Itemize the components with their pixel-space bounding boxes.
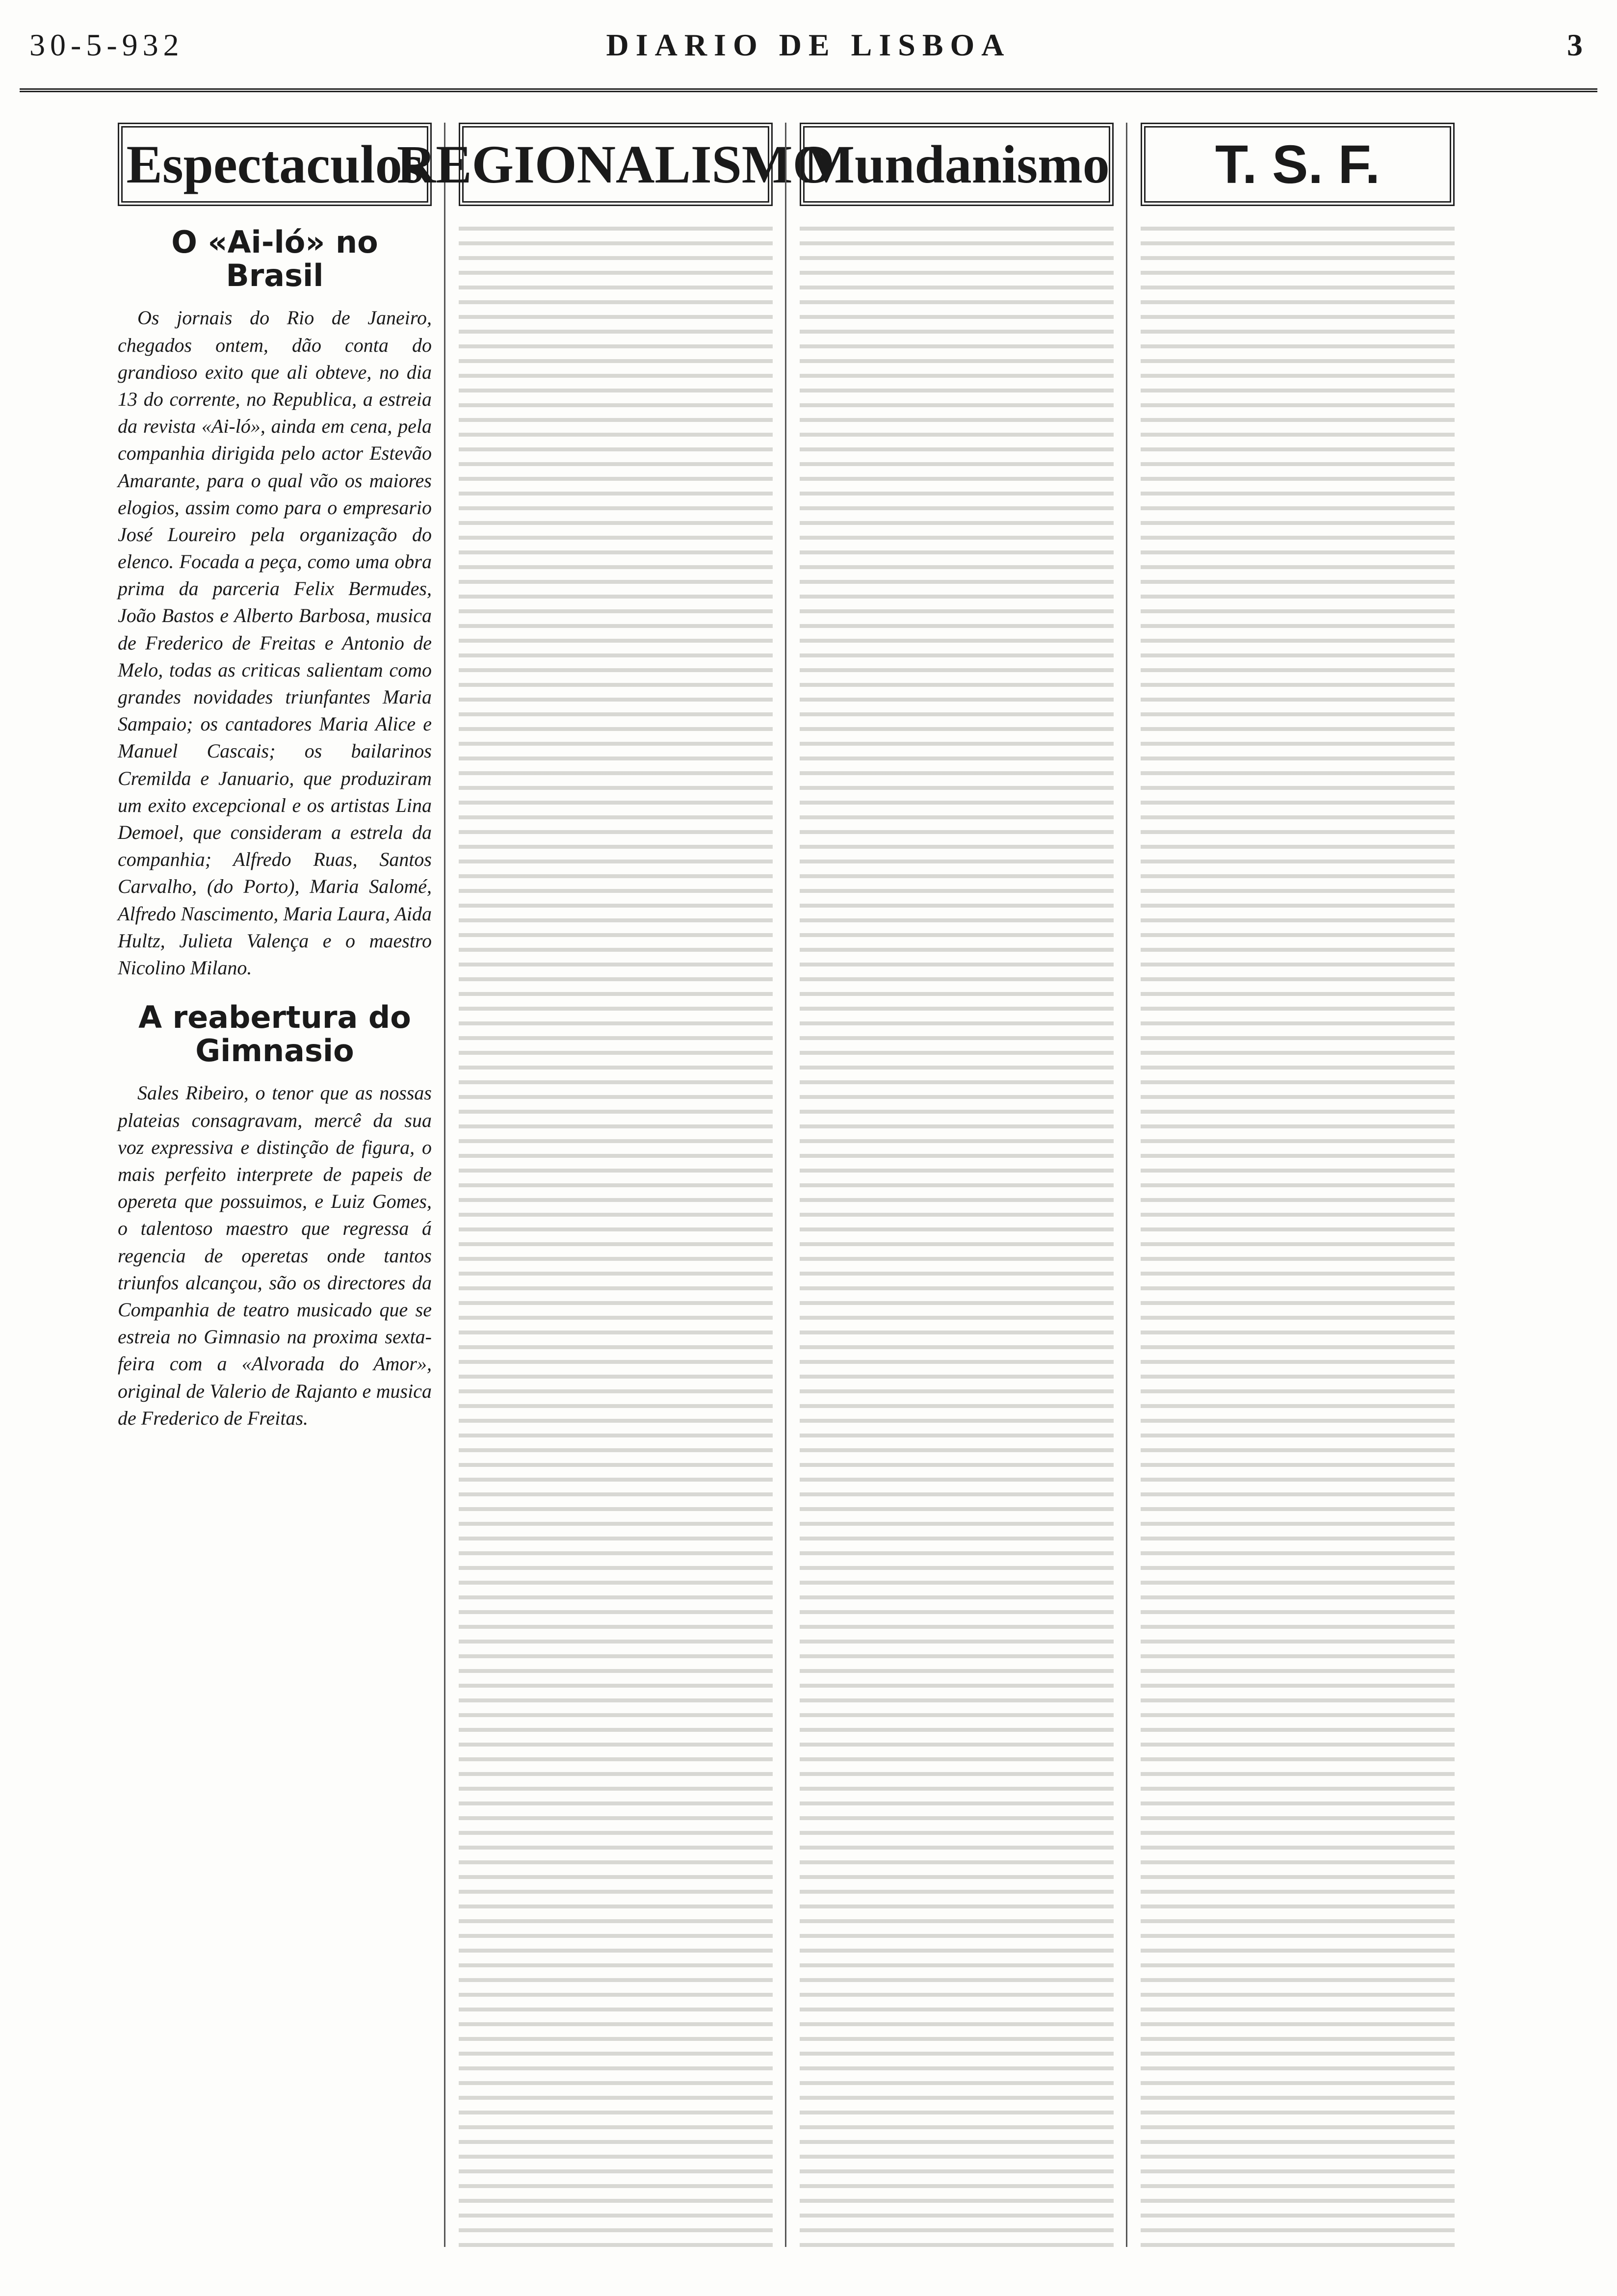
- column-rule: [785, 123, 786, 2247]
- article-gimnasio: [118, 1001, 432, 1432]
- article-headline: A reabertura do Gimnasio: [138, 999, 411, 1069]
- column-text-placeholder: [800, 216, 1114, 2257]
- column-tsf: [1141, 123, 1455, 2247]
- section-banner-mundanismo: Mundanismo: [800, 123, 1114, 206]
- issue-date: 30-5-932: [29, 27, 184, 62]
- article-body: Os jornais do Rio de Janeiro, chegados ontem, dão conta do grandioso exito que ali obteve, no dia 13 do corrente, no Republica, a estreia da revista «Ai-ló», ainda em cena, pela companhia dirigida pelo actor Estevão Amarante, para o qual vão os maiores elogios, assim como para o empresario José Loureiro pela organização do elenco. Focada a peça, como uma obra prima da parceria Felix Bermudes, João Bastos e Alberto Barbosa, musica de Frederico de Freitas e Antonio de Melo, todas as criticas salientam como grandes novidades triunfantes Maria Sampaio; os cantadores Maria Alice e Manuel Cascais; os bailarinos Cremilda e Januario, que produziram um exito excepcional e os artistas Lina Demoel, que consideram a estrela da companhia; Alfredo Ruas, Santos Carvalho, (do Porto), Maria Salomé, Alfredo Nascimento, Maria Laura, Aida Hultz, Julieta Valença e o maestro Nicolino Milano.: [118, 307, 432, 979]
- column-text-placeholder: [1141, 216, 1455, 2257]
- column-regionalismo: [396, 123, 835, 2247]
- article-body: Sales Ribeiro, o tenor que as nossas plateias consagravam, mercê da sua voz expressiva e distinção de figura, o mais perfeito interprete de papeis de opereta que possuimos, e Luiz Gomes, o talentoso maestro que regressa á regencia de operetas onde tantos triunfos alcançou, são os directores da Companhia de teatro musicado que se estreia no Gimnasio na proxima sexta-feira com a «Alvorada do Amor», original de Valerio de Rajanto e musica de Frederico de Freitas.: [118, 1082, 432, 1429]
- page-number: 3: [1567, 27, 1588, 62]
- masthead-rule: [20, 88, 1597, 92]
- article-headline: O «Ai-ló» no Brasil: [171, 224, 378, 294]
- column-text-placeholder: [459, 216, 773, 2257]
- newspaper-title: DIARIO DE LISBOA: [606, 27, 1011, 62]
- section-banner-tsf: T. S. F.: [1141, 123, 1455, 206]
- article-ailo: [118, 226, 432, 981]
- column-mundanismo: [800, 123, 1114, 2247]
- column-rule: [1126, 123, 1127, 2247]
- masthead: [20, 27, 1597, 86]
- column-rule: [444, 123, 445, 2247]
- section-banner-regionalismo: REGIONALISMO: [459, 123, 773, 206]
- column-espectaculos: [118, 123, 432, 2247]
- section-banner-espectaculos: Espectaculos: [118, 123, 432, 206]
